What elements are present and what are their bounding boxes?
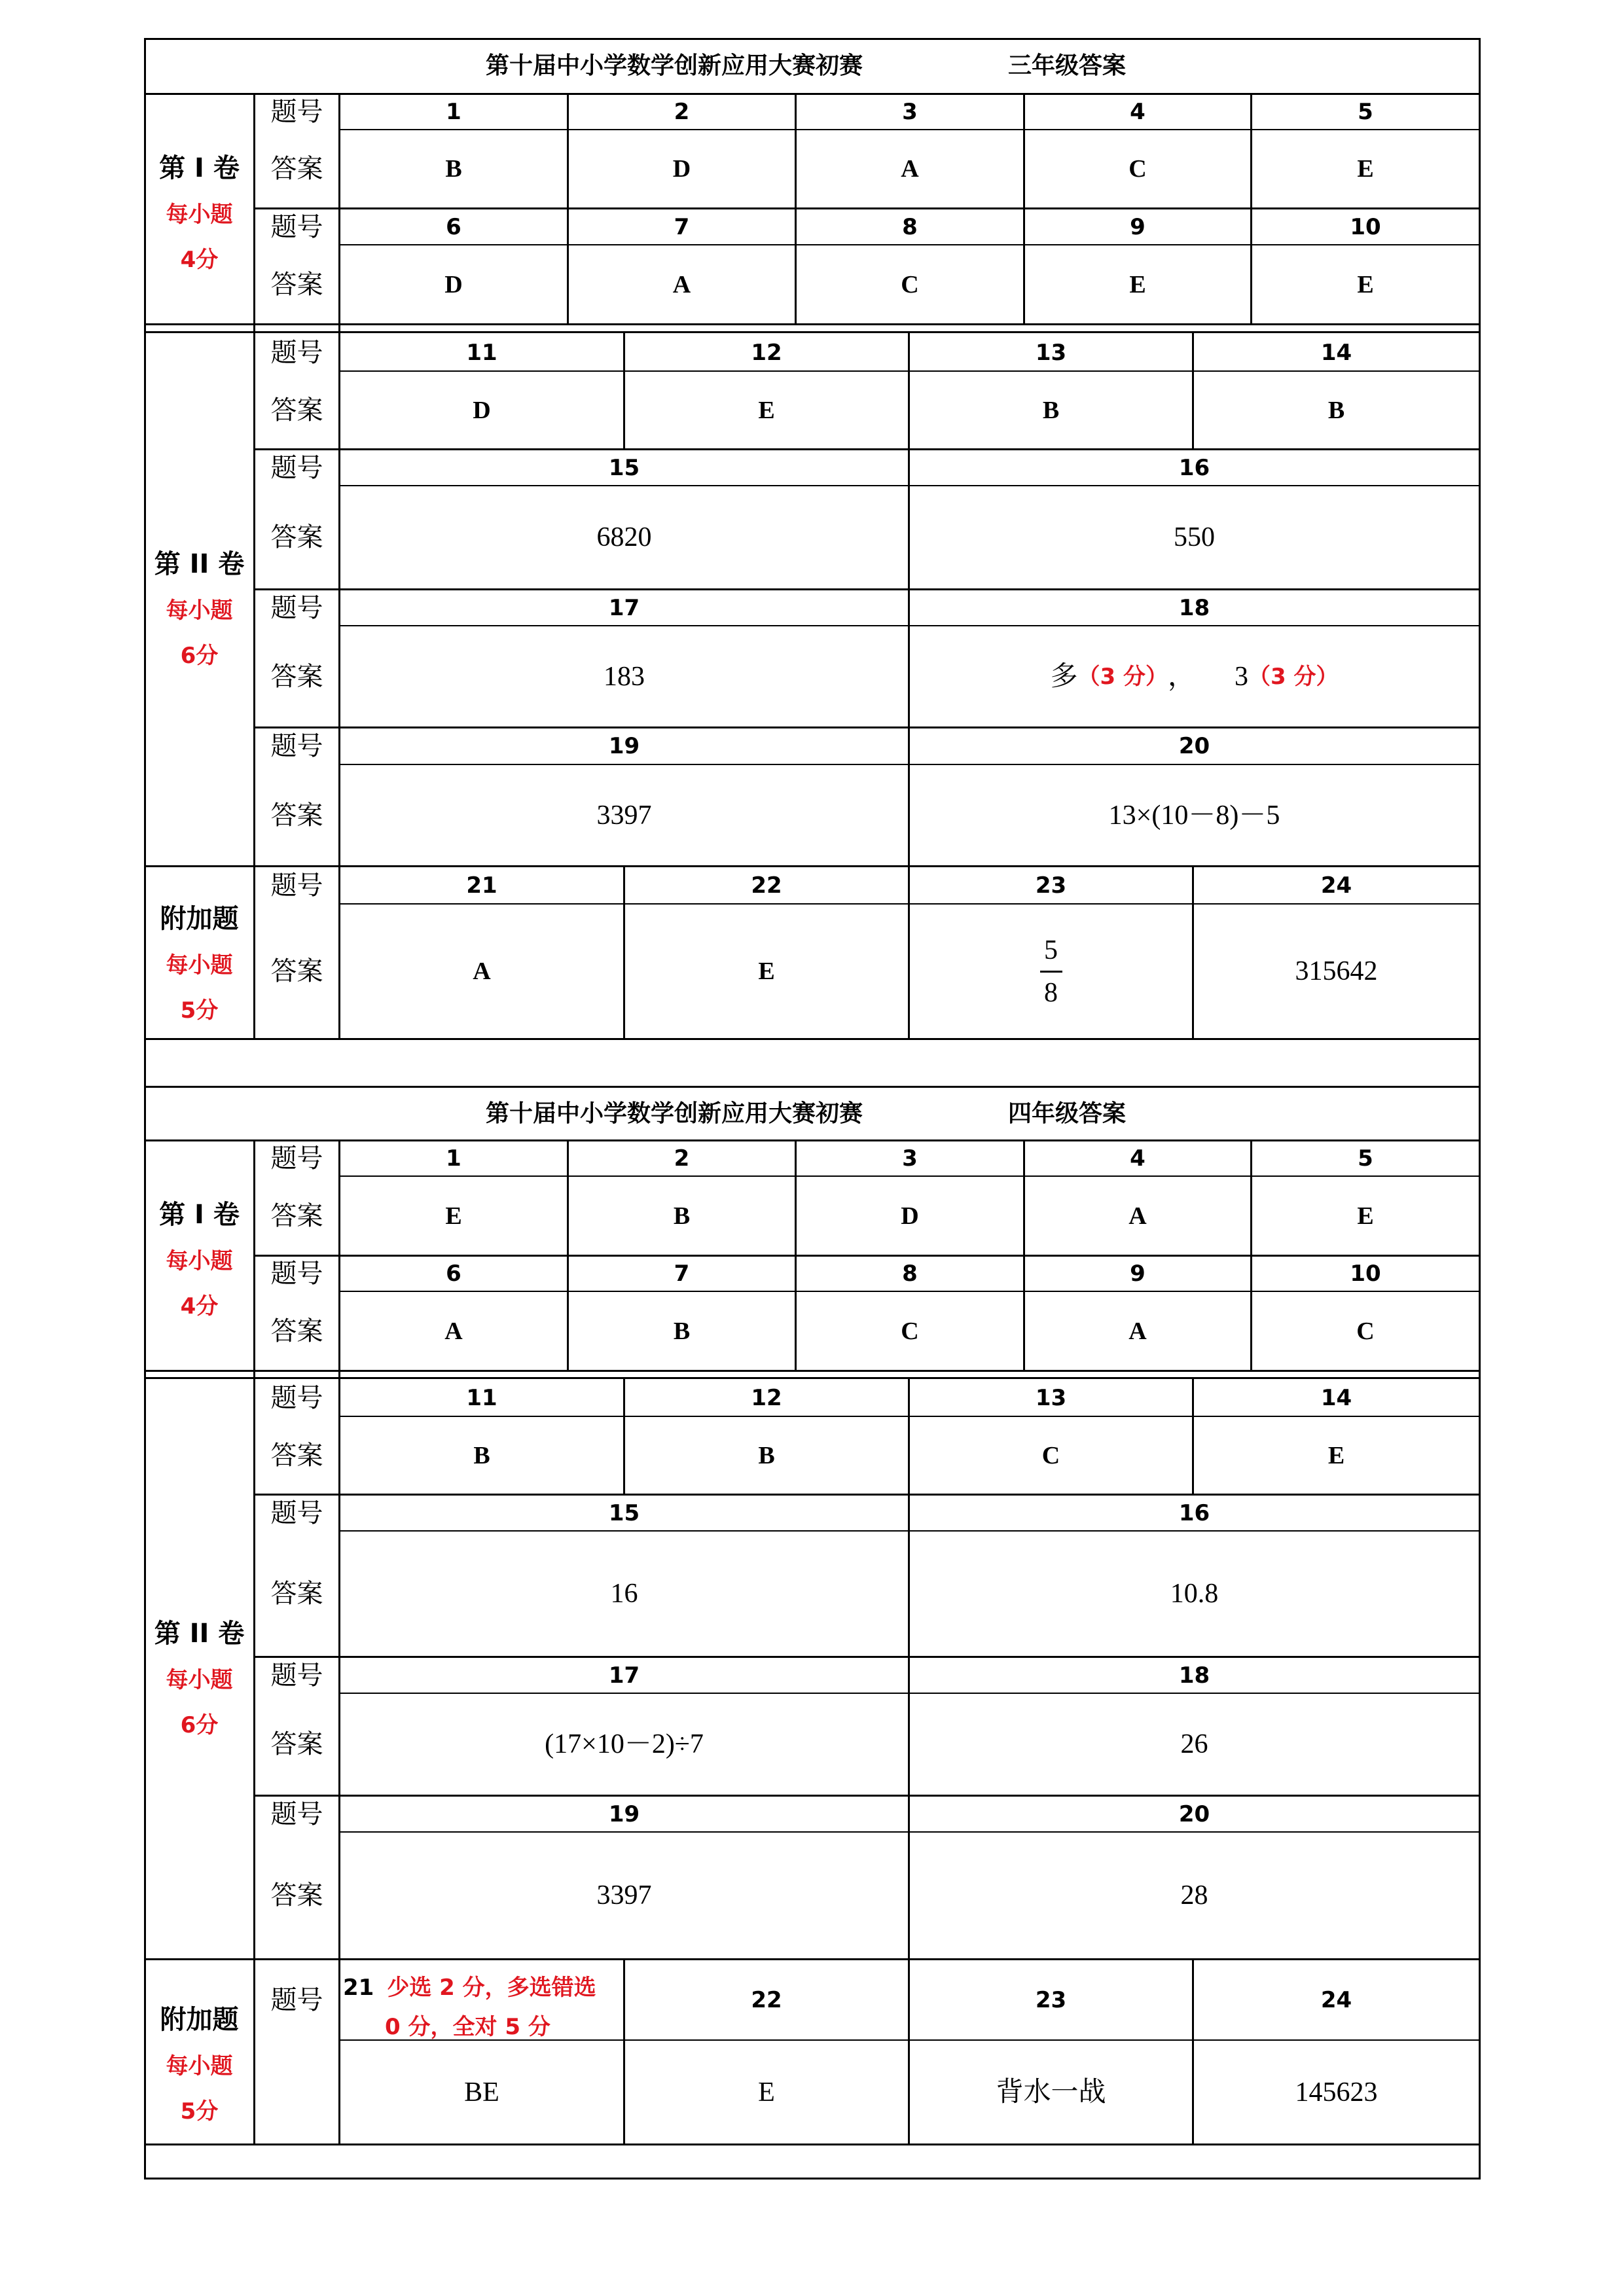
question-number: 20 — [1178, 733, 1210, 759]
answer-value: E — [758, 396, 775, 424]
answer-label: 答案 — [270, 154, 323, 184]
question-number: 23 — [1035, 872, 1067, 899]
answer-label: 答案 — [270, 956, 323, 986]
table-border — [144, 1038, 1481, 1040]
answer-fraction — [910, 905, 1192, 1038]
answer-value: D — [672, 155, 691, 183]
separator: ， — [1168, 661, 1196, 692]
question-label: 题号 — [270, 1259, 323, 1289]
question-number: 9 — [1130, 213, 1146, 240]
answer-value: B — [673, 1317, 691, 1345]
question-label: 题号 — [270, 211, 323, 242]
question-number: 11 — [466, 339, 497, 366]
answer-value: 28 — [1180, 1880, 1208, 1910]
question-number: 19 — [608, 733, 640, 759]
answer-value: 145623 — [1295, 2077, 1378, 2108]
section-juan2: 第 II 卷 每小题 6分 — [154, 549, 245, 669]
score-note: 少选 2 分，多选错选 — [387, 1975, 596, 2001]
answer-value: D — [901, 1202, 919, 1230]
answer-value: D — [473, 396, 491, 424]
question-number: 2 — [674, 1145, 690, 1172]
question-label: 题号 — [270, 1799, 323, 1829]
answer-part: 3 — [1235, 661, 1249, 692]
question-number: 24 — [1320, 872, 1352, 899]
question-number: 14 — [1320, 1385, 1352, 1411]
answer-value: E — [758, 958, 775, 985]
question-number: 22 — [751, 872, 782, 899]
question-number: 13 — [1035, 339, 1067, 366]
answer-value: 10.8 — [1170, 1579, 1219, 1609]
answer-label: 答案 — [270, 1440, 323, 1471]
answer-value: E — [445, 1202, 462, 1230]
question-number: 17 — [608, 1662, 640, 1689]
question-number: 23 — [1035, 1986, 1067, 2013]
section-extra: 附加题 每小题 5分 — [160, 904, 239, 1024]
table-border — [144, 38, 1481, 40]
question-label: 题号 — [270, 1383, 323, 1413]
answer-value: B — [673, 1202, 691, 1230]
answer-label: 答案 — [270, 1729, 323, 1759]
question-number: 7 — [674, 1261, 690, 1287]
question-number: 18 — [1178, 594, 1210, 621]
fraction-denominator: 8 — [1044, 977, 1058, 1008]
question-label: 题号 — [270, 97, 323, 127]
question-label: 题号 — [270, 870, 323, 901]
answer-value: A — [1128, 1202, 1147, 1230]
answer-value: B — [445, 155, 462, 183]
question-number: 9 — [1130, 1261, 1146, 1287]
answer-value: E — [1357, 270, 1374, 298]
score-note: 0 分，全对 5 分 — [385, 2014, 550, 2040]
answer-value-18 — [910, 626, 1479, 726]
table-border — [144, 1370, 1481, 1372]
answer-value: C — [901, 1317, 919, 1345]
answer-label: 答案 — [270, 269, 323, 300]
question-number: 6 — [446, 213, 461, 240]
answer-label: 答案 — [270, 1316, 323, 1346]
table-border — [1479, 38, 1481, 2179]
answer-value: A — [444, 1317, 463, 1345]
page-title: 第十届中小学数学创新应用大赛初赛 — [485, 1100, 863, 1127]
question-number: 17 — [608, 594, 640, 621]
answer-value: D — [444, 270, 463, 298]
question-number: 14 — [1320, 339, 1352, 366]
answer-label: 答案 — [270, 800, 323, 831]
question-number: 16 — [1178, 454, 1210, 481]
answer-label: 答案 — [270, 522, 323, 552]
answer-value: A — [672, 270, 691, 298]
answer-value: E — [758, 2077, 775, 2108]
table-border — [144, 323, 1481, 325]
question-number: 6 — [446, 1261, 461, 1287]
answer-label: 答案 — [270, 395, 323, 425]
grade-title: 四年级答案 — [1007, 1100, 1126, 1127]
question-label: 题号 — [270, 592, 323, 623]
question-number: 3 — [902, 1145, 918, 1172]
question-number: 10 — [1350, 1261, 1381, 1287]
question-number: 1 — [446, 99, 461, 125]
section-extra: 附加题 每小题 5分 — [160, 2005, 239, 2125]
page-title: 第十届中小学数学创新应用大赛初赛 — [485, 52, 863, 79]
fraction-numerator: 5 — [1044, 935, 1058, 965]
question-number: 19 — [608, 1801, 640, 1827]
question-number: 10 — [1350, 213, 1381, 240]
question-21-header — [340, 1960, 623, 2039]
question-number: 15 — [608, 454, 640, 481]
question-number: 2 — [674, 99, 690, 125]
question-number: 4 — [1130, 1145, 1146, 1172]
table-border — [144, 38, 146, 2179]
question-number: 5 — [1358, 1145, 1373, 1172]
question-number: 13 — [1035, 1385, 1067, 1411]
score-note: （3 分） — [1248, 663, 1339, 690]
score-note: （3 分） — [1077, 663, 1168, 690]
answer-value: C — [1041, 1441, 1060, 1469]
answer-value: A — [1128, 1317, 1147, 1345]
answer-value: B — [1327, 396, 1345, 424]
question-label: 题号 — [270, 452, 323, 483]
answer-label: 答案 — [270, 1880, 323, 1910]
answer-value: 3397 — [596, 1880, 652, 1910]
question-number: 15 — [608, 1499, 640, 1526]
answer-part: 多 — [1050, 661, 1078, 692]
answer-value: E — [1327, 1441, 1345, 1469]
question-number: 18 — [1178, 1662, 1210, 1689]
question-label: 题号 — [270, 1984, 323, 2015]
answer-value: C — [1356, 1317, 1375, 1345]
question-number: 4 — [1130, 99, 1146, 125]
answer-value: 550 — [1174, 522, 1215, 552]
answer-value: 16 — [610, 1579, 638, 1609]
answer-value: E — [1357, 1202, 1374, 1230]
answer-value: 26 — [1180, 1729, 1208, 1759]
answer-value: A — [901, 155, 919, 183]
question-number: 24 — [1320, 1986, 1352, 2013]
question-number: 5 — [1358, 99, 1373, 125]
question-number: 12 — [751, 1385, 782, 1411]
answer-label: 答案 — [270, 1200, 323, 1231]
answer-value: 背水一战 — [996, 2077, 1106, 2108]
answer-value: C — [1128, 155, 1147, 183]
question-number: 8 — [902, 1261, 918, 1287]
question-number: 11 — [466, 1385, 497, 1411]
question-number: 7 — [674, 213, 690, 240]
answer-value: A — [473, 958, 491, 985]
answer-value: BE — [464, 2077, 499, 2108]
fraction-bar — [1040, 971, 1062, 973]
table-border — [144, 2144, 1481, 2145]
answer-value: 13×(10－8)－5 — [1108, 800, 1280, 831]
question-label: 题号 — [270, 1143, 323, 1174]
question-number: 22 — [751, 1986, 782, 2013]
answer-value: B — [473, 1441, 490, 1469]
question-label: 题号 — [270, 731, 323, 761]
question-number: 21 — [466, 872, 497, 899]
question-label: 题号 — [270, 1498, 323, 1528]
answer-label: 答案 — [270, 1579, 323, 1609]
question-number: 16 — [1178, 1499, 1210, 1526]
question-label: 题号 — [270, 337, 323, 368]
question-number: 3 — [902, 99, 918, 125]
table-border — [144, 1086, 1481, 1088]
answer-value: 315642 — [1295, 956, 1378, 986]
answer-value: 3397 — [596, 800, 652, 831]
question-number: 8 — [902, 213, 918, 240]
question-number: 20 — [1178, 1801, 1210, 1827]
table-border — [144, 331, 1481, 333]
section-juan1: 第 I 卷 每小题 4分 — [159, 1200, 240, 1319]
answer-label: 答案 — [270, 661, 323, 692]
grade-title: 三年级答案 — [1007, 52, 1126, 79]
question-number: 12 — [751, 339, 782, 366]
table-border — [144, 2178, 1481, 2179]
answer-value: B — [1042, 396, 1060, 424]
question-number: 1 — [446, 1145, 461, 1172]
answer-value: E — [1129, 270, 1146, 298]
question-label: 题号 — [270, 1660, 323, 1691]
answer-value: (17×10－2)÷7 — [545, 1729, 704, 1759]
section-juan2: 第 II 卷 每小题 6分 — [154, 1619, 245, 1738]
question-number: 21 — [343, 1975, 374, 2001]
answer-value: B — [758, 1441, 775, 1469]
answer-value: E — [1357, 155, 1374, 183]
answer-value: 183 — [604, 661, 645, 692]
table-border — [144, 1377, 1481, 1379]
answer-value: C — [901, 270, 919, 298]
answer-value: 6820 — [596, 522, 652, 552]
section-juan1: 第 I 卷 每小题 4分 — [159, 153, 240, 273]
